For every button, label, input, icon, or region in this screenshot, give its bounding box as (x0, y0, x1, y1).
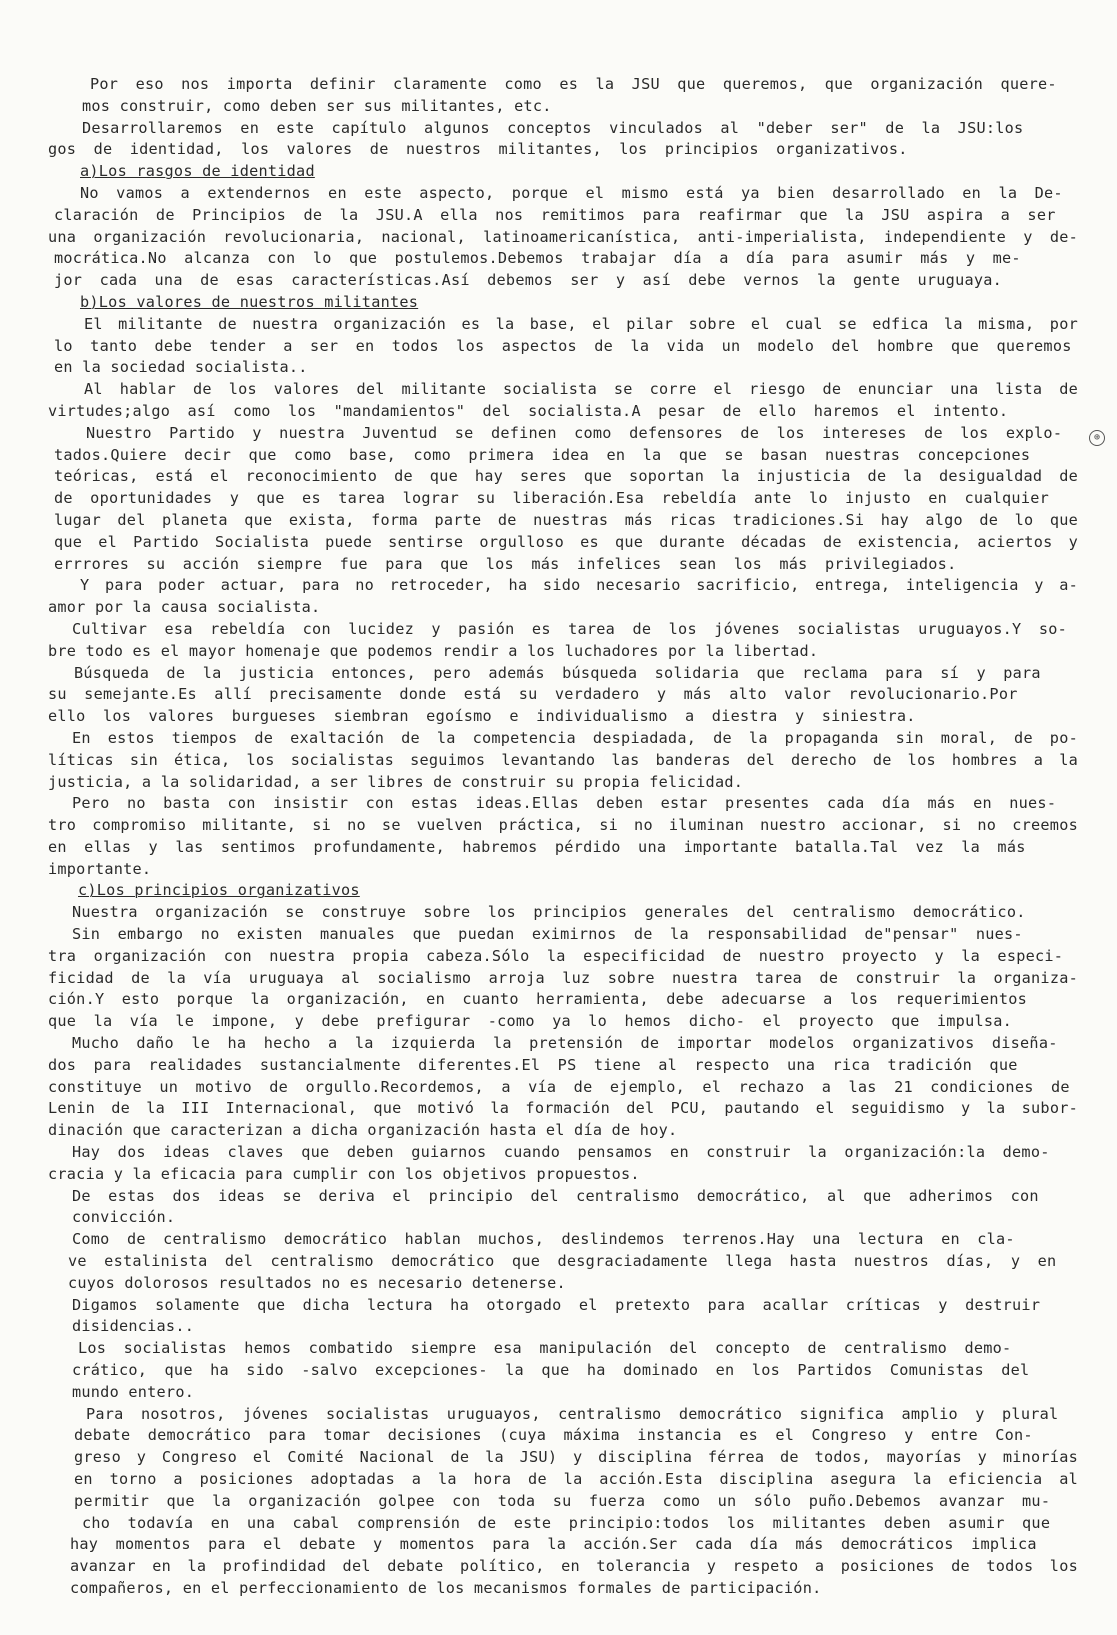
text-line: lugar del planeta que exista, forma parte de nuestras más ricas tradiciones.Si hay algo de lo que (54, 510, 1078, 529)
text-line: cuyos dolorosos resultados no es necesario detenerse. (68, 1273, 566, 1292)
document-body (48, 74, 1078, 1600)
text-line: hay momentos para el debate y momentos para la acción.Ser cada día más democráticos implica (70, 1535, 1037, 1554)
text-line: que el Partido Socialista puede sentirse orgulloso es que durante décadas de existencia, aciertos y (54, 532, 1078, 551)
text-line: errrores su acción siempre fue para que los más infelices sean los más privilegiados. (54, 554, 957, 573)
text-line: cracia y la eficacia para cumplir con los objetivos propuestos. (48, 1164, 640, 1183)
text-line: mundo entero. (72, 1382, 195, 1401)
text-line: Como de centralismo democrático hablan muchos, deslindemos terrenos.Hay una lectura en cla- (72, 1230, 1015, 1249)
text-line: virtudes;algo así como los "mandamientos" del socialista.A pesar de ello haremos el intento. (48, 401, 1009, 420)
text-line: su semejante.Es allí precisamente donde está su verdadero y más alto valor revolucionario.Por (48, 685, 1018, 704)
text-line: en ellas y las sentimos profundamente, habremos pérdido una importante batalla.Tal vez la más (48, 837, 1026, 856)
text-line: crático, que ha sido -salvo excepciones- la que ha dominado en los Partidos Comunistas del (72, 1361, 1030, 1380)
text-line: Nuestro Partido y nuestra Juventud se definen como defensores de los intereses de los explo- (86, 423, 1063, 442)
text-line: en torno a posiciones adoptadas a la hora de la acción.Esta disciplina asegura la eficiencia al (74, 1470, 1078, 1488)
text-line: greso y Congreso el Comité Nacional de la JSU) y disciplina férrea de todos, mayorías y minorías (74, 1448, 1078, 1467)
text-line: lo tanto debe tender a ser en todos los aspectos de la vida un modelo del hombre que queremos (54, 336, 1072, 355)
text-line: Sin embargo no existen manuales que puedan eximirnos de la responsabilidad de"pensar" nues- (72, 925, 1023, 944)
text-line: mos construir, como deben ser sus militantes, etc. (82, 96, 552, 115)
margin-mark-icon: ⊕ (1089, 430, 1105, 446)
text-line: disidencias.. (72, 1317, 195, 1336)
text-line: Por eso nos importa definir claramente como es la JSU que queremos, que organización quere- (90, 75, 1057, 93)
text-line: dos para realidades sustancialmente diferentes.El PS tiene al respecto una rica tradición que (48, 1055, 1018, 1074)
text-line: c)Los principios organizativos (78, 881, 360, 900)
text-line: ción.Y esto porque la organización, en cuanto herramienta, debe adecuarse a los requerimientos (48, 990, 1028, 1009)
text-line: Los socialistas hemos combatido siempre esa manipulación del concepto de centralismo demo- (78, 1339, 1012, 1358)
text-line: debate democrático para tomar decisiones (cuya máxima instancia es el Congreso y entre Con- (74, 1426, 1033, 1445)
text-line: tados.Quiere decir que como base, como primera idea en la que se basan nuestras concepciones (54, 445, 1031, 464)
text-line: No vamos a extendernos en este aspecto, porque el mismo está ya bien desarrollado en la De- (80, 183, 1063, 202)
text-line: ficidad de la vía uruguaya al socialismo arroja luz sobre nuestra tarea de construir la organiza- (48, 968, 1078, 987)
text-line: Y para poder actuar, para no retroceder, ha sido necesario sacrificio, entrega, inteligencia y a- (80, 576, 1078, 595)
text-line: que la vía le impone, y debe prefigurar -como ya lo hemos dicho- el proyecto que impulsa. (48, 1012, 1013, 1031)
text-line: Búsqueda de la justicia entonces, pero además búsqueda solidaria que reclama para sí y para (74, 663, 1041, 682)
text-line: claración de Principios de la JSU.A ella nos remitimos para reafirmar que la JSU aspira a ser (54, 205, 1056, 224)
text-line: Hay dos ideas claves que deben guiarnos cuando pensamos en construir la organización:la demo- (72, 1143, 1050, 1162)
text-line: dinación que caracterizan a dicha organización hasta el día de hoy. (48, 1121, 678, 1140)
text-line: Lenin de la III Internacional, que motivó la formación del PCU, pautando el seguidismo y la subor- (48, 1099, 1078, 1118)
text-line: importante. (48, 859, 152, 878)
text-line: permitir que la organización golpee con toda su fuerza como un sólo puño.Debemos avanzar mu- (74, 1491, 1051, 1510)
text-line: justicia, a la solidaridad, a ser libres de construir su propia felicidad. (48, 772, 744, 791)
text-line: en la sociedad socialista.. (54, 358, 308, 377)
text-line: bre todo es el mayor homenaje que podemos rendir a los luchadores por la libertad. (48, 641, 819, 660)
text-line: de oportunidades y que es tarea lograr su liberación.Esa rebeldía ante lo injusto en cualquier (54, 489, 1050, 508)
text-line: Desarrollaremos en este capítulo algunos conceptos vinculados al "deber ser" de la JSU:los (82, 118, 1024, 137)
text-line: Pero no basta con insistir con estas ideas.Ellas deben estar presentes cada día más en nues- (72, 794, 1057, 813)
text-line: una organización revolucionaria, nacional, latinoamericanística, anti-imperialista, independiente y de- (48, 227, 1078, 246)
text-line: ello los valores burgueses siembran egoísmo e individualismo a diestra y siniestra. (48, 707, 916, 726)
text-line: Cultivar esa rebeldía con lucidez y pasión es tarea de los jóvenes socialistas uruguayos.Y so- (72, 619, 1068, 638)
text-line: a)Los rasgos de identidad (80, 162, 315, 181)
text-line: teóricas, está el reconocimiento de que hay seres que soportan la injusticia de la desigualdad de (54, 467, 1078, 486)
text-line: amor por la causa socialista. (48, 598, 321, 617)
text-line: Digamos solamente que dicha lectura ha otorgado el pretexto para acallar críticas y destruir (72, 1295, 1041, 1314)
text-line: Mucho daño le ha hecho a la izquierda la pretensión de importar modelos organizativos diseña- (72, 1034, 1058, 1053)
text-line: constituye un motivo de orgullo.Recordemos, a vía de ejemplo, el rechazo a las 21 condiciones de (48, 1077, 1070, 1096)
text-line: Para nosotros, jóvenes socialistas uruguayos, centralismo democrático significa amplio y plural (86, 1404, 1059, 1423)
text-line: mocrática.No alcanza con lo que postulemos.Debemos trabajar día a día para asumir más y me- (54, 249, 1021, 268)
text-line: avanzar en la profindidad del debate político, en tolerancia y respeto a posiciones de todos los (70, 1557, 1078, 1576)
text-line: ve estalinista del centralismo democrático que desgraciadamente llega hasta nuestros días, y en (68, 1252, 1057, 1271)
text-line: b)Los valores de nuestros militantes (80, 292, 419, 311)
text-line: Nuestra organización se construye sobre los principios generales del centralismo democrático. (72, 903, 1026, 922)
text-line: gos de identidad, los valores de nuestros militantes, los principios organizativos. (48, 140, 908, 159)
text-line: líticas sin ética, los socialistas seguimos levantando las banderas del derecho de los hombres a la (48, 750, 1078, 769)
text-line: En estos tiempos de exaltación de la competencia despiadada, de la propaganda sin moral, de po- (72, 728, 1078, 747)
text-line: Al hablar de los valores del militante socialista se corre el riesgo de enunciar una lista de (84, 380, 1078, 399)
text-line: De estas dos ideas se deriva el principio del centralismo democrático, al que adherimos con (72, 1186, 1039, 1205)
text-line: El militante de nuestra organización es la base, el pilar sobre el cual se edfica la misma, por (84, 314, 1078, 333)
text-line: tra organización con nuestra propia cabeza.Sólo la especificidad de nuestro proyecto y la especi- (48, 946, 1064, 965)
text-line: convicción. (72, 1208, 176, 1227)
text-line: jor cada una de esas características.Así debemos ser y así debe vernos la gente uruguaya. (54, 271, 1003, 290)
text-line: compañeros, en el perfeccionamiento de los mecanismos formales de participación. (70, 1578, 822, 1597)
text-line: cho todavía en una cabal comprensión de este principio:todos los militantes deben asumir que (82, 1513, 1051, 1532)
text-line: tro compromiso militante, si no se vuelven práctica, si no iluminan nuestro accionar, si no creemos (48, 816, 1078, 835)
